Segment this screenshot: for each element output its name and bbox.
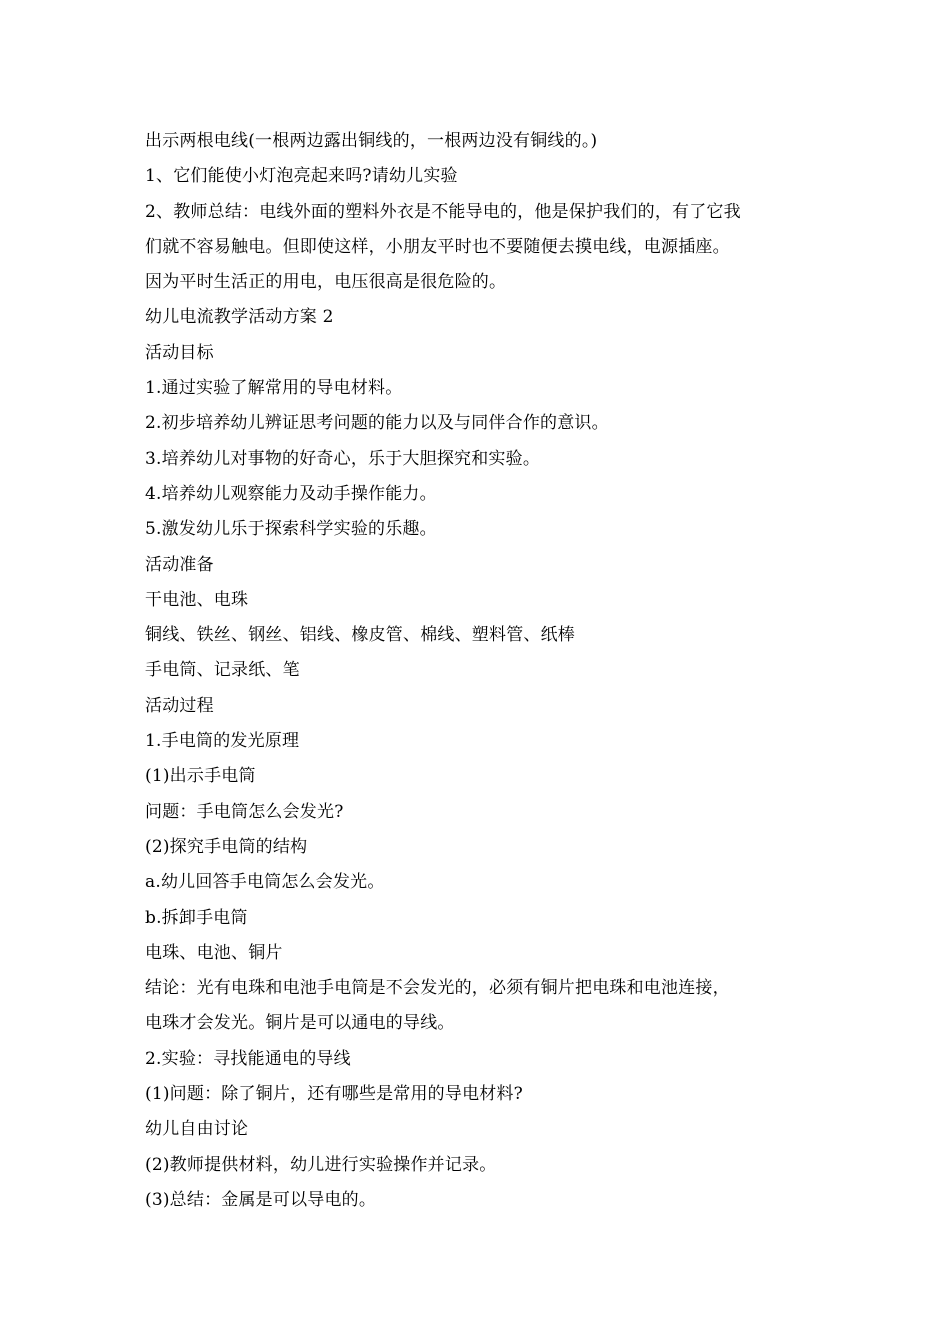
goal-item-2: 2.初步培养幼儿辨证思考问题的能力以及与同伴合作的意识。 xyxy=(145,413,609,434)
process-substep-1: (1)出示手电筒 xyxy=(145,766,256,787)
process-discussion: 幼儿自由讨论 xyxy=(145,1119,249,1140)
heading-activity-process: 活动过程 xyxy=(145,695,214,716)
text-line-3: 2、教师总结：电线外面的塑料外衣是不能导电的，他是保护我们的，有了它我 xyxy=(145,201,741,222)
process-parts: 电珠、电池、铜片 xyxy=(145,942,283,963)
heading-activity-goals: 活动目标 xyxy=(145,342,214,363)
process-conclusion-2: 电珠才会发光。铜片是可以通电的导线。 xyxy=(145,1013,455,1034)
process-summary: (3)总结：金属是可以导电的。 xyxy=(145,1189,377,1210)
goal-item-5: 5.激发幼儿乐于探索科学实验的乐趣。 xyxy=(145,519,437,540)
process-question-1: 问题：手电筒怎么会发光? xyxy=(145,801,344,822)
text-line-1: 出示两根电线(一根两边露出铜线的，一根两边没有铜线的。) xyxy=(145,131,598,151)
process-item-b: b.拆卸手电筒 xyxy=(145,907,248,928)
document-body xyxy=(145,124,815,1218)
process-substep-2: (2)探究手电筒的结构 xyxy=(145,836,308,857)
prep-item-1: 干电池、电珠 xyxy=(145,589,249,610)
text-line-4: 们就不容易触电。但即使这样，小朋友平时也不要随便去摸电线，电源插座。 xyxy=(145,236,730,257)
process-question-2: (1)问题：除了铜片，还有哪些是常用的导电材料? xyxy=(145,1084,523,1105)
text-line-5: 因为平时生活正的用电，电压很高是很危险的。 xyxy=(145,272,507,293)
prep-item-3: 手电筒、记录纸、笔 xyxy=(145,660,300,681)
process-step-2: 2.实验：寻找能通电的导线 xyxy=(145,1048,351,1069)
process-step-1: 1.手电筒的发光原理 xyxy=(145,731,300,752)
process-conclusion-1: 结论：光有电珠和电池手电筒是不会发光的，必须有铜片把电珠和电池连接， xyxy=(145,978,730,999)
prep-item-2: 铜线、铁丝、钢丝、铝线、橡皮管、棉线、塑料管、纸棒 xyxy=(145,625,575,646)
process-substep-3: (2)教师提供材料，幼儿进行实验操作并记录。 xyxy=(145,1154,497,1175)
text-line-2: 1、它们能使小灯泡亮起来吗?请幼儿实验 xyxy=(145,166,458,187)
goal-item-3: 3.培养幼儿对事物的好奇心，乐于大胆探究和实验。 xyxy=(145,448,541,469)
goal-item-1: 1.通过实验了解常用的导电材料。 xyxy=(145,378,403,399)
section-title: 幼儿电流教学活动方案 2 xyxy=(145,307,334,328)
process-item-a: a.幼儿回答手电筒怎么会发光。 xyxy=(145,872,385,893)
heading-activity-preparation: 活动准备 xyxy=(145,554,214,575)
goal-item-4: 4.培养幼儿观察能力及动手操作能力。 xyxy=(145,483,437,504)
